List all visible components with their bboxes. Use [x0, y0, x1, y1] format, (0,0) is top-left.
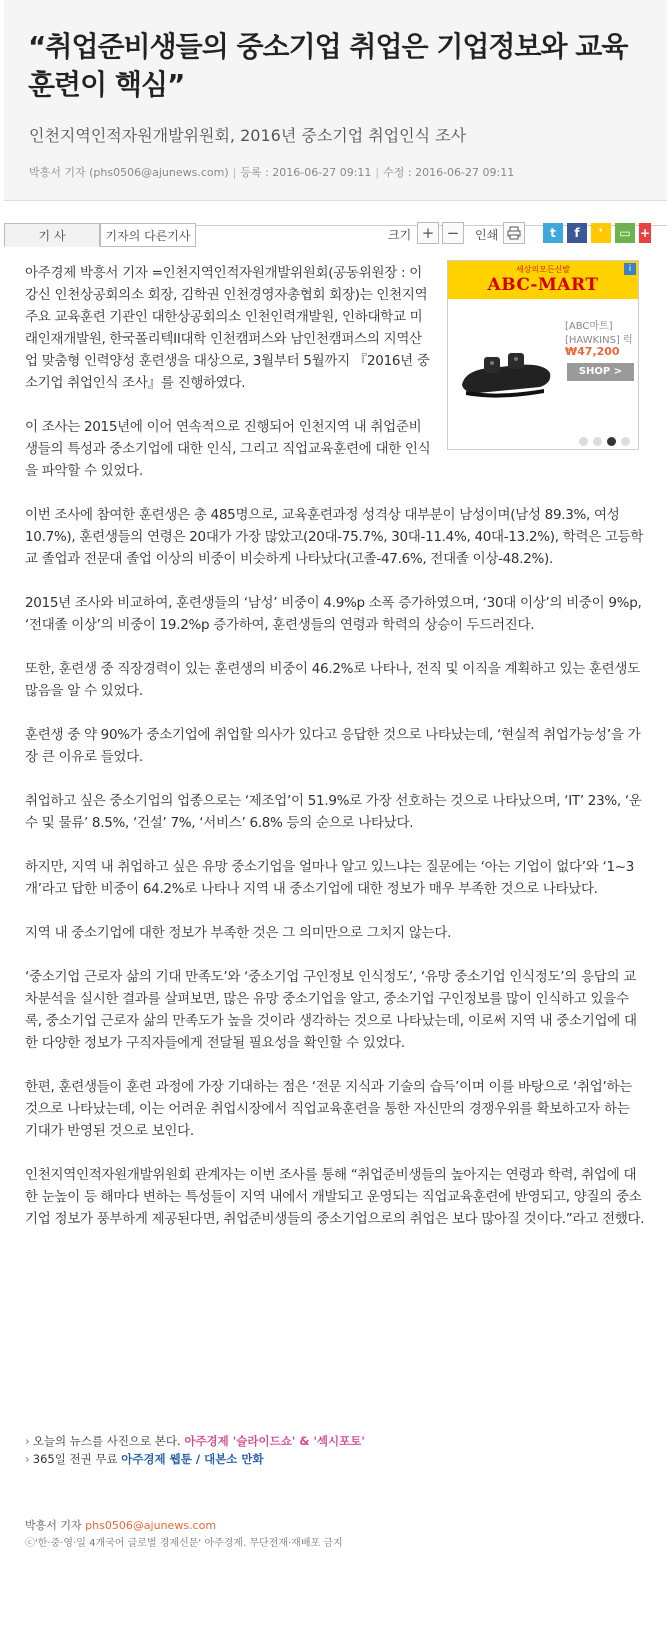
article-paragraph: 이 조사는 2015년에 이어 연속적으로 진행되어 인천지역 내 취업준비생들의 특성과 중소기업에 대한 인식, 그리고 직업교육훈련에 대한 인식을 파악할 수 있었다.	[25, 419, 431, 479]
font-decrease-button[interactable]: −	[442, 222, 464, 244]
ad-info-icon[interactable]: i	[624, 263, 636, 275]
webtoon-link[interactable]: 아주경제 웹툰 / 대본소 만화	[121, 1452, 264, 1466]
article-paragraph: 또한, 훈련생 중 직장경력이 있는 훈련생의 비중이 46.2%로 나타나, 전직 및 이직을 계획하고 있는 훈련생도 많음을 알 수 있었다.	[25, 661, 640, 699]
ad-product-brand: [ABC마트]	[565, 321, 613, 332]
article-paragraph: 지역 내 중소기업에 대한 정보가 부족한 것은 그 의미만으로 그치지 않는다.	[25, 925, 452, 941]
sandal-image	[458, 339, 554, 401]
article-paragraph: 2015년 조사와 비교하여, 훈련생들의 ‘남성’ 비중이 4.9%p 소폭 증가하였으며, ‘30대 이상’의 비중이 9%p, ‘전대졸 이상’의 비중이 19.2%p 증가하여, 훈련생들의 연령과 학력의 상승이 두드러진다.	[25, 595, 642, 633]
print-icon[interactable]	[503, 222, 525, 244]
meta-divider: |	[232, 166, 237, 179]
promo-line-webtoon	[25, 1450, 365, 1468]
footer-reporter: 박흥서 기자	[25, 1519, 82, 1532]
article-paragraph: 훈련생 중 약 90%가 중소기업에 취업할 의사가 있다고 응답한 것으로 나타났는데, ‘현실적 취업가능성’을 가장 큰 이유로 들었다.	[25, 727, 641, 765]
ad-logo: ABC-MART	[487, 275, 599, 295]
article-paragraph: 아주경제 박흥서 기자 =인천지역인적자원개발위원회(공동위원장 : 이강신 인천상공회의소 회장, 김학권 인천경영자총협회 회장)는 인천지역 주요 교육훈련 기관인 대한상공회의소 인천인력개발원, 인하대학교 미래인재개발원, 한국폴리텍II대학 인천캠퍼스와 남인천캠퍼스의 지역산업 맞춤형 인력양성 훈련생을 대상으로, 3월부터 5월까지 『2016년 중소기업 취업인식 조사』를 진행하였다.	[25, 265, 430, 391]
reporter-info: 박흥서 기자 (phs0506@ajunews.com)	[29, 166, 229, 179]
promo-text: 오늘의 뉴스를 사진으로 본다.	[32, 1434, 181, 1448]
article-paragraph: 하지만, 지역 내 취업하고 싶은 유망 중소기업을 얼마나 알고 있느냐는 질문에는 ‘아는 기업이 없다’와 ‘1~3개’라고 답한 비중이 64.2%로 나타나 지역 내 중소기업에 대한 정보가 매우 부족한 것으로 나타났다.	[25, 859, 635, 897]
article-footer	[25, 1517, 343, 1553]
abc-mart-ad[interactable]	[447, 260, 639, 450]
modified-date: 수정 : 2016-06-27 09:11	[383, 166, 515, 179]
article-paragraph: ‘중소기업 근로자 삶의 기대 만족도’와 ‘중소기업 구인정보 인식정도’, ‘유망 중소기업 인식정도’의 응답의 교차분석을 실시한 결과를 살펴보면, 많은 유망 중소기업을 알고, 중소기업 구인정보를 많이 인식하고 있을수록, 중소기업 근로자 삶의 만족도가 높을 것이라 생각하는 것으로 나타났는데, 이로써 지역 내 중소기업에 대한 다양한 정보가 구직자들에게 전달될 필요성을 확인할 수 있었다.	[25, 969, 637, 1051]
promo-line-photos	[25, 1432, 365, 1450]
slideshow-link[interactable]: 아주경제 '슬라이드쇼' & '섹시포토'	[184, 1434, 365, 1448]
ad-slide-dot[interactable]	[593, 437, 602, 446]
chevron-right-icon: ›	[25, 1452, 30, 1466]
ad-slide-dot[interactable]	[621, 437, 630, 446]
font-size-label: 크기	[388, 228, 412, 242]
article-paragraph: 이번 조사에 참여한 훈련생은 총 485명으로, 교육훈련과정 성격상 대부분이 남성이며(남성 89.3%, 여성 10.7%), 훈련생들의 연령은 20대가 가장 많았고(20대-75.7%, 30대-11.4%, 40대-13.2%), 학력은 고등학교 졸업과 전문대 졸업 이상의 비중이 비슷하게 나타났다(고졸-47.6%, 전대졸 이상-48.2%).	[25, 507, 644, 567]
article-subtitle: 인천지역인적자원개발위원회, 2016년 중소기업 취업인식 조사	[29, 126, 467, 145]
promo-text: 365일 전권 무료	[32, 1452, 118, 1466]
article-paragraph: 취업하고 싶은 중소기업의 업종으로는 ‘제조업’이 51.9%로 가장 선호하는 것으로 나타났으며, ‘IT’ 23%, ‘운수 및 물류’ 8.5%, ‘건설’ 7%, ‘서비스’ 6.8% 등의 순으로 나타났다.	[25, 793, 642, 831]
article-title: “취업준비생들의 중소기업 취업은 기업정보와 교육훈련이 핵심”	[28, 30, 628, 101]
tab-article[interactable]: 기 사	[4, 223, 100, 247]
kakaostory-icon[interactable]: ❜	[591, 223, 611, 243]
ad-slide-dot-active[interactable]	[607, 437, 616, 446]
ad-slogan: 세상의모든신발	[515, 265, 571, 274]
tab-other-articles[interactable]: 기자의 다른기사	[100, 223, 196, 247]
chevron-right-icon: ›	[25, 1434, 30, 1448]
twitter-icon[interactable]: t	[543, 223, 563, 243]
print-label: 인쇄	[475, 228, 499, 242]
article-paragraph: 인천지역인적자원개발위원회 관계자는 이번 조사를 통해 “취업준비생들의 높아지는 연령과 학력, 취업에 대한 눈높이 등 해마다 변하는 특성들이 지역 내에서 개발되고 운영되는 직업교육훈련에 반영되고, 양질의 중소기업 정보가 풍부하게 제공된다면, 취업준비생들의 중소기업으로의 취업은 보다 많아질 것이다.”라고 전했다.	[25, 1167, 645, 1227]
meta-divider: |	[375, 166, 380, 179]
ad-slide-dot[interactable]	[579, 437, 588, 446]
ad-product-price: ₩47,200	[565, 345, 620, 358]
more-share-icon[interactable]: +	[639, 223, 651, 243]
facebook-icon[interactable]: f	[567, 223, 587, 243]
font-increase-button[interactable]: +	[417, 222, 439, 244]
band-icon[interactable]: ▭	[615, 223, 635, 243]
article-paragraph: 한편, 훈련생들이 훈련 과정에 가장 기대하는 점은 ‘전문 지식과 기술의 습득’이며 이를 바탕으로 ‘취업’하는 것으로 나타났는데, 이는 어려운 취업시장에서 직업교육훈련을 통한 자신만의 경쟁우위를 확보하고자 하는 기대가 반영된 것으로 보인다.	[25, 1079, 632, 1139]
article-meta	[29, 164, 514, 180]
reporter-email-link[interactable]: phs0506@ajunews.com	[85, 1519, 217, 1532]
registered-date: 등록 : 2016-06-27 09:11	[240, 166, 372, 179]
ad-product-name: [HAWKINS] 럭	[565, 335, 633, 346]
article-header	[4, 0, 667, 201]
copyright: ⓒ'한·중·영·일 4개국어 글로벌 경제신문' 아주경제. 무단전재·재배포 금지	[25, 1538, 343, 1549]
ad-shop-button[interactable]: SHOP >	[567, 363, 634, 381]
ad-banner	[448, 261, 638, 299]
promo-links	[25, 1432, 365, 1468]
